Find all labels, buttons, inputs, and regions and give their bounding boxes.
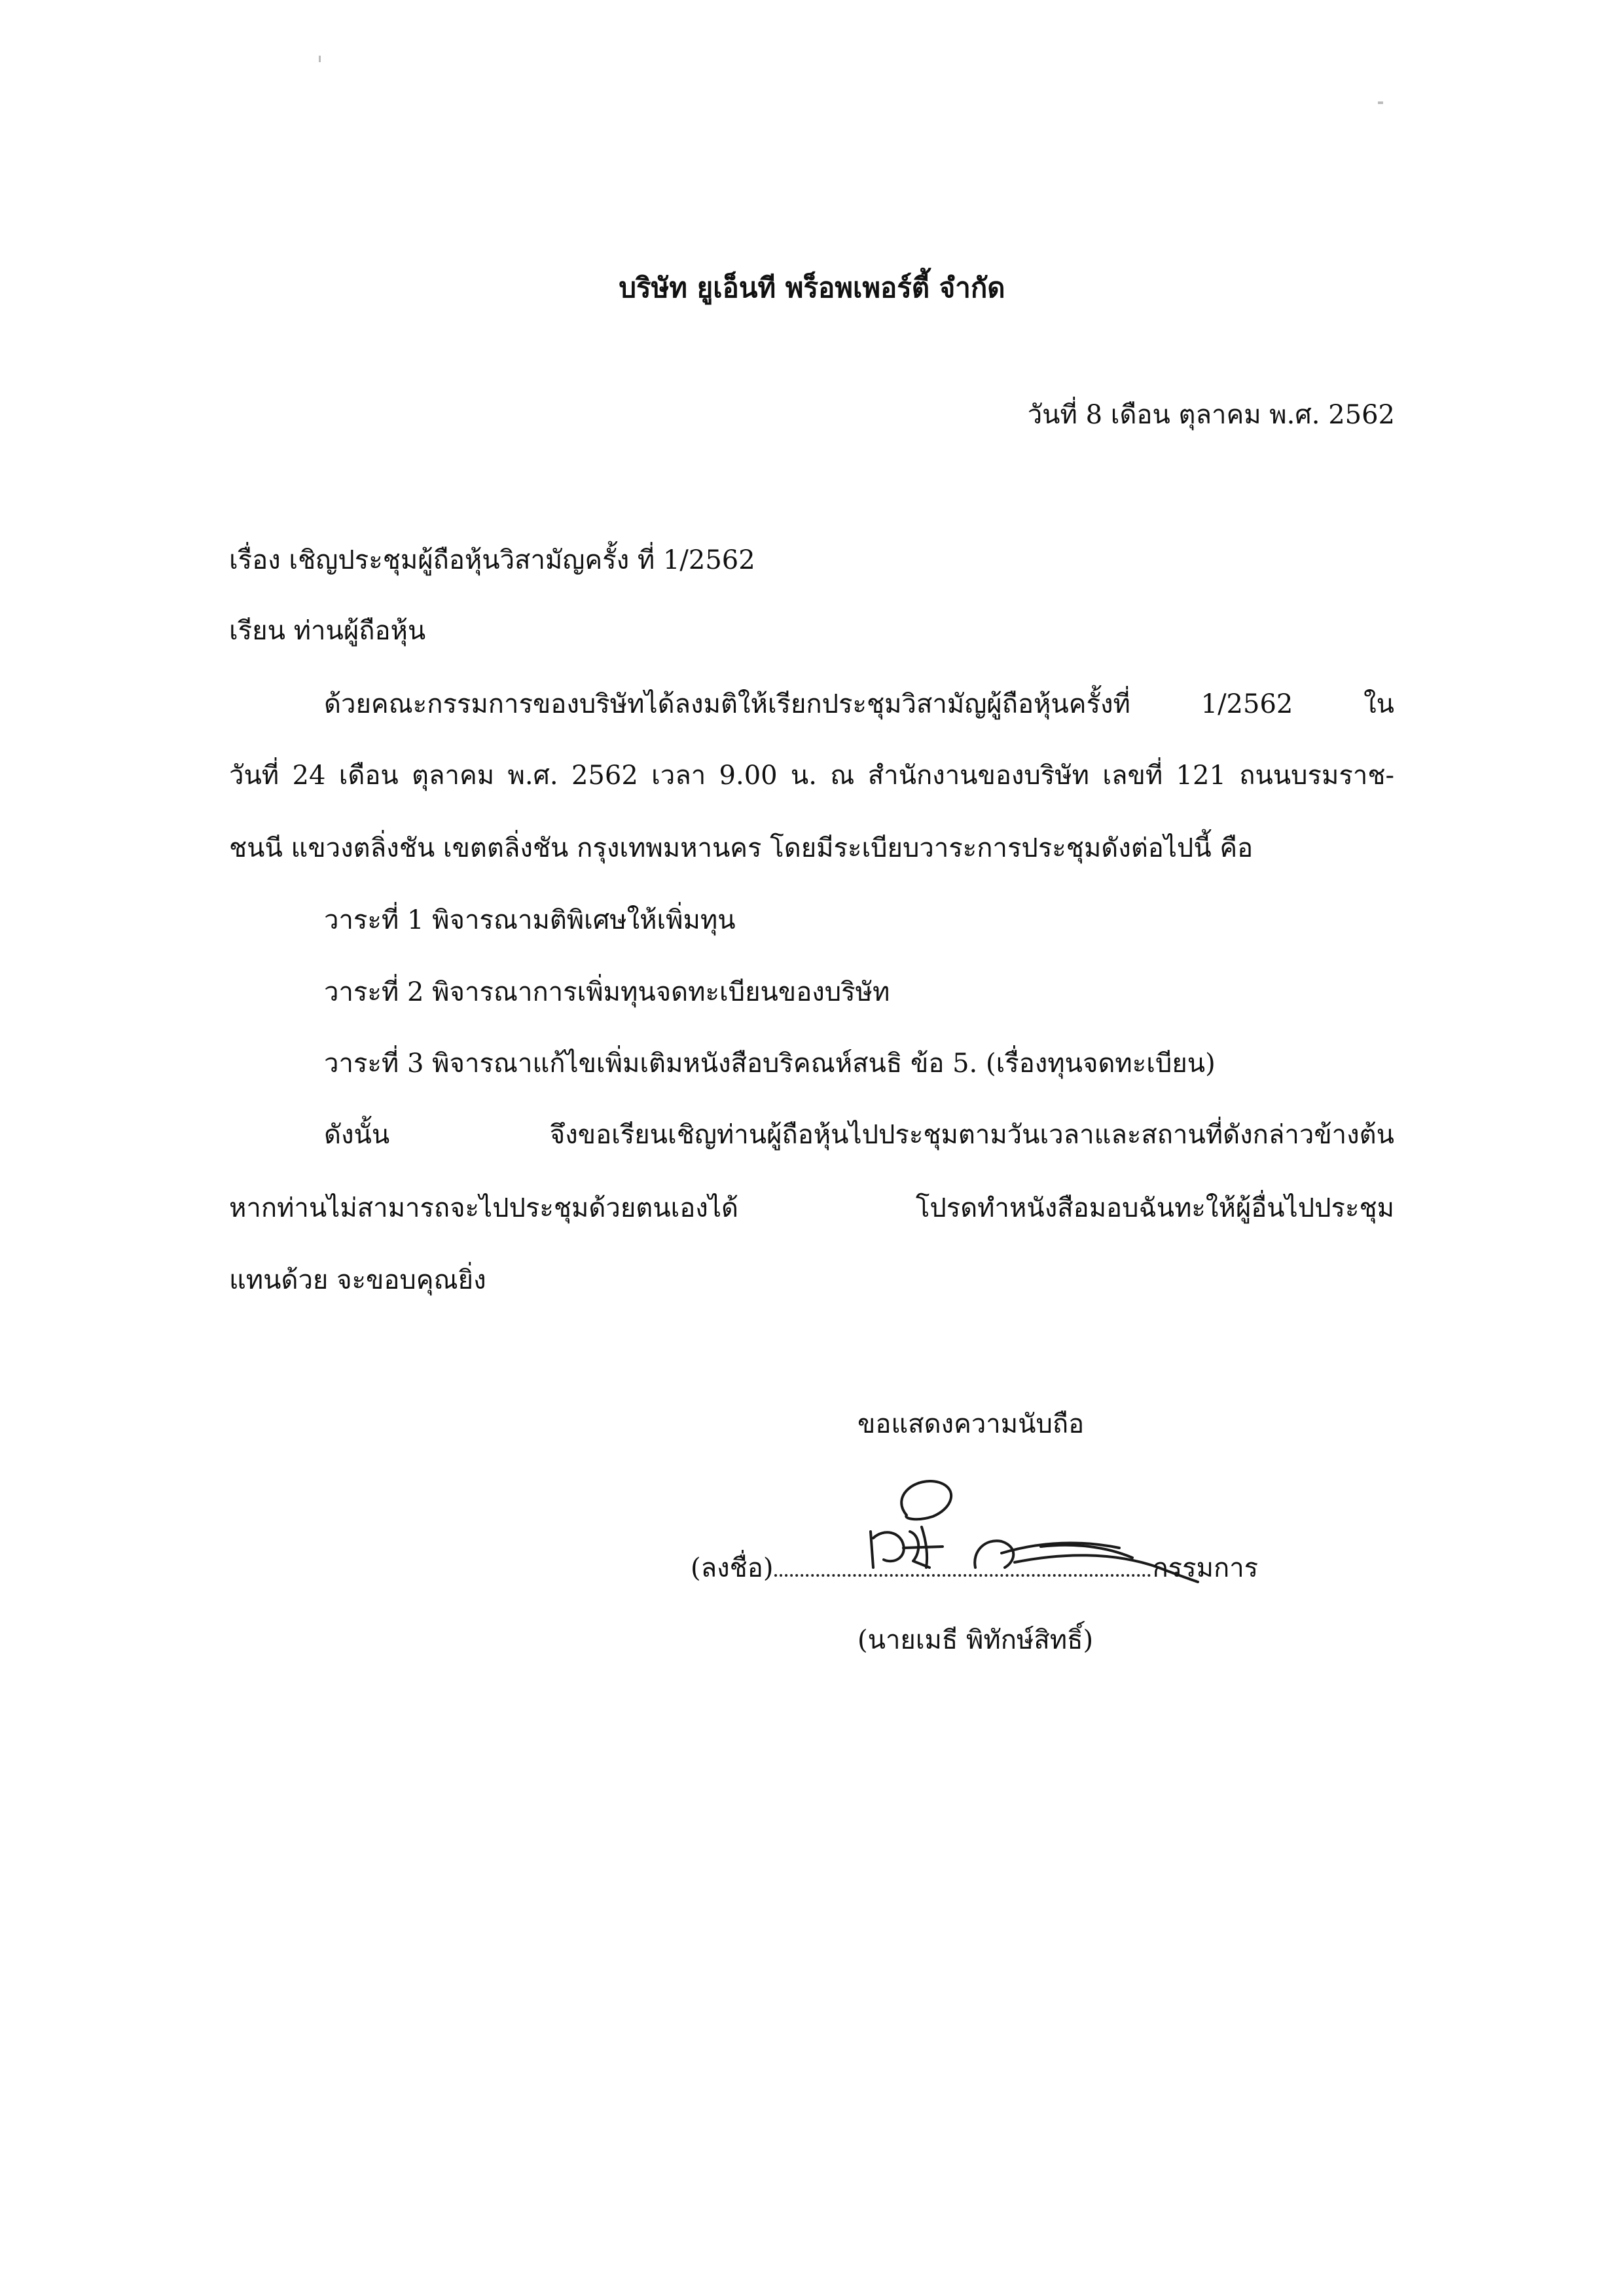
paragraph-1-line-3: ชนนี แขวงตลิ่งชัน เขตตลิ่งชัน กรุงเทพมหานคร โดยมีระเบียบวาระการประชุมดังต่อไปนี้ คือ [229, 833, 1254, 863]
paragraph-1-line-1: ด้วยคณะกรรมการของบริษัทได้ลงมติให้เรียกประชุมวิสามัญผู้ถือหุ้นครั้งที่ 1/2562 ใน [324, 689, 1394, 719]
sign-label: (ลงชื่อ) [691, 1553, 774, 1583]
company-name: บริษัท ยูเอ็นที พร็อพเพอร์ตี้ จำกัด [619, 272, 1005, 304]
signer-name: (นายเมธี พิทักษ์สิทธิ์) [857, 1625, 1094, 1655]
closing-phrase: ขอแสดงความนับถือ [857, 1409, 1085, 1439]
paragraph-2-line-3: แทนด้วย จะขอบคุณยิ่ง [229, 1265, 486, 1295]
letter-date: วันที่ 8 เดือน ตุลาคม พ.ศ. 2562 [1027, 400, 1395, 430]
paragraph-2-line-1: ดังนั้น จึงขอเรียนเชิญท่านผู้ถือหุ้นไปประชุมตามวันเวลาและสถานที่ดังกล่าวข้างต้น [324, 1120, 1394, 1150]
agenda-item-3: วาระที่ 3 พิจารณาแก้ไขเพิ่มเติมหนังสือบริคณห์สนธิ ข้อ 5. (เรื่องทุนจดทะเบียน) [324, 1049, 1216, 1079]
paragraph-2-line-2: หากท่านไม่สามารถจะไปประชุมด้วยตนเองได้ โปรดทำหนังสือมอบฉันทะให้ผู้อื่นไปประชุม [229, 1193, 1394, 1223]
scan-speck [1378, 101, 1383, 104]
agenda-item-2: วาระที่ 2 พิจารณาการเพิ่มทุนจดทะเบียนของบริษัท [324, 977, 890, 1007]
agenda-item-1: วาระที่ 1 พิจารณามติพิเศษให้เพิ่มทุน [324, 905, 736, 935]
signature-dotted-line [774, 1554, 1151, 1577]
paragraph-1-line-2: วันที่ 24 เดือน ตุลาคม พ.ศ. 2562 เวลา 9.00 น. ณ สำนักงานของบริษัท เลขที่ 121 ถนนบรมราช- [229, 761, 1394, 791]
signature-line [691, 1550, 1258, 1587]
scan-speck [319, 56, 321, 62]
letter-salutation: เรียน ท่านผู้ถือหุ้น [229, 616, 426, 646]
signer-role: กรรมการ [1152, 1553, 1259, 1583]
letter-subject: เรื่อง เชิญประชุมผู้ถือหุ้นวิสามัญครั้ง ที่ 1/2562 [229, 545, 755, 575]
